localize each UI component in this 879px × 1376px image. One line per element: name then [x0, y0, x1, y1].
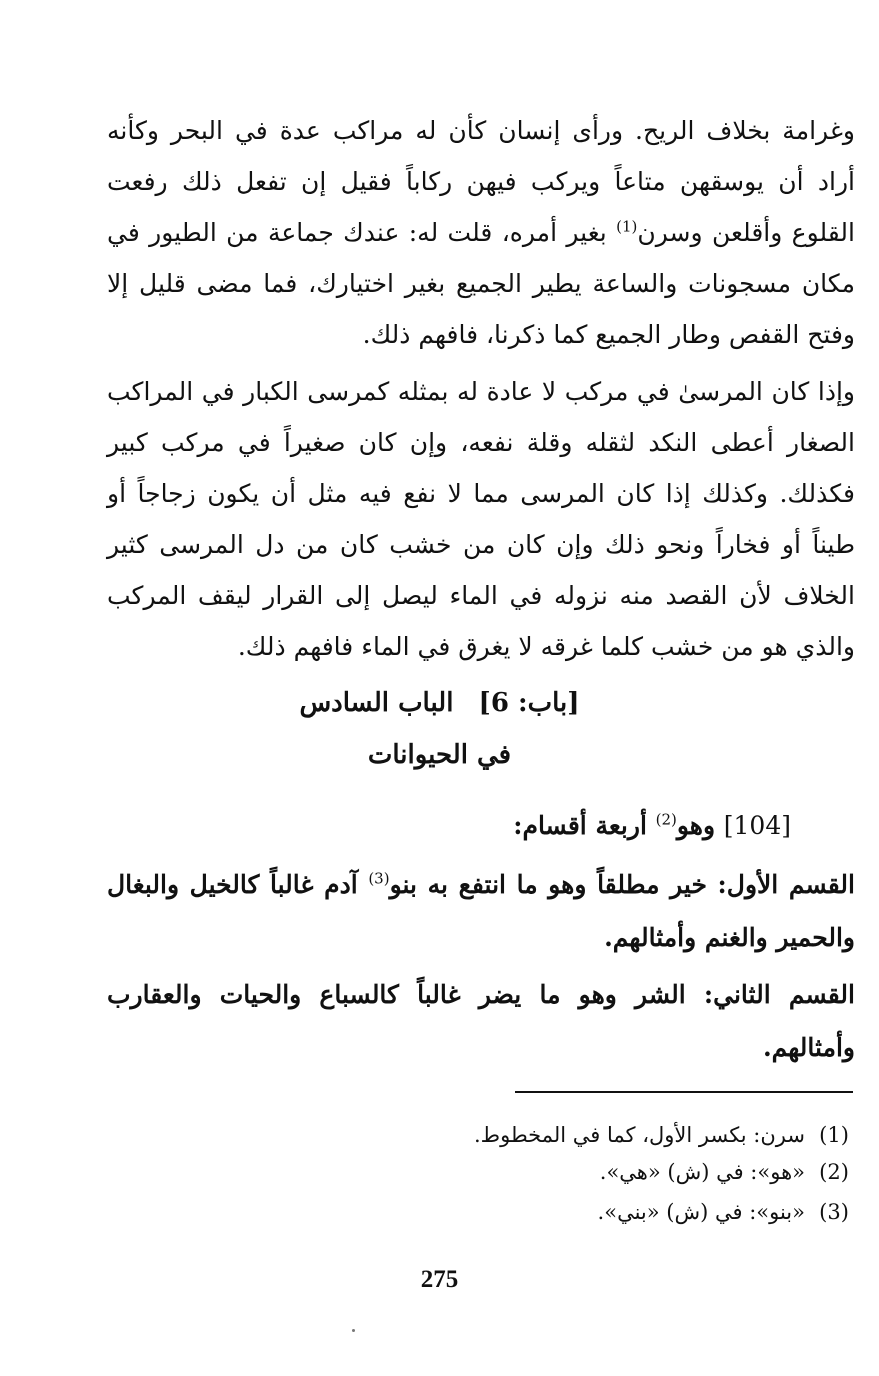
chapter-title: الباب السادس: [299, 688, 454, 718]
footnote-1: [71, 1120, 851, 1150]
footnote-3-text: «بنو»: في (ش) «بني».: [597, 1200, 805, 1224]
section-first-label: القسم الأول:: [717, 870, 855, 899]
scan-speck: [352, 1329, 355, 1332]
footnote-1-text: سرن: بكسر الأول، كما في المخطوط.: [474, 1123, 805, 1147]
footnote-ref-2: (2): [655, 810, 677, 829]
footnote-3: [71, 1197, 851, 1227]
page-number: 275: [420, 1266, 459, 1293]
footnote-3-number: (3): [819, 1200, 849, 1224]
footnote-2-number: (2): [819, 1160, 849, 1184]
body-paragraph-1: [107, 105, 855, 360]
section-second: [107, 968, 855, 1074]
footnote-2: [71, 1157, 851, 1187]
footnote-2-text: «هو»: في (ش) «هي».: [599, 1160, 805, 1184]
footnote-ref-1: (1): [616, 217, 638, 236]
intro-line: [91, 800, 791, 851]
body-paragraph-2: وإذا كان المرسىٰ في مركب لا عادة له بمثله كمرسى الكبار في المراكب الصغار أعطى النكد لثقله وقلة نفعه، وإن كان صغيراً في مركب كبير فكذلك. وكذلك إذا كان المرسى مما لا نفع فيه مثل أن يكون زجاجاً أو طيناً أو فخاراً ونحو ذلك وإن كان من خشب كان من دل المرسى كثير الخلاف لأن القصد منه نزوله في الماء ليصل إلى القرار ليقف المركب والذي هو من خشب كلما غرقه لا يغرق في الماء فافهم ذلك.: [107, 377, 855, 661]
section-second-label: القسم الثاني:: [703, 980, 855, 1009]
footnote-1-number: (1): [819, 1123, 849, 1147]
chapter-bracket-label: [باب:: [518, 688, 580, 718]
section-reference: [104]: [723, 811, 791, 840]
paragraph-1-text-b: بغير أمره، قلت له: عندك جماعة من الطيور في مكان مسجونات والساعة يطير الجميع بغير اختيارك، فما مضى قليل إلا وفتح القفص وطار الجميع كما ذكرنا، فافهم ذلك.: [107, 218, 855, 349]
intro-text-a: وهو: [676, 811, 724, 840]
footnote-ref-3: (3): [368, 869, 390, 888]
chapter-heading: [0, 688, 879, 718]
section-first: [107, 858, 855, 964]
intro-text-b: أربعة أقسام:: [513, 811, 656, 840]
paragraph-1-text-a: وغرامة بخلاف الريح. ورأى إنسان كأن له مراكب عدة في البحر وكأنه أراد أن يوسقهن متاعاً ويركب فيهن ركاباً فقيل إن تفعل ذلك رفعت القلوع وأقلعن وسرن: [107, 116, 855, 247]
footnote-divider: [515, 1091, 853, 1093]
section-first-text-a: خير مطلقاً وهو ما انتفع به بنو: [389, 870, 718, 899]
chapter-subtitle: في الحيوانات: [367, 740, 512, 770]
section-second-text: الشر وهو ما يضر غالباً كالسباع والحيات والعقارب وأمثالهم.: [107, 980, 855, 1062]
chapter-bracket-close: ]: [478, 688, 491, 718]
section-first-text-b: آدم غالباً كالخيل والبغال والحمير والغنم وأمثالهم.: [107, 870, 855, 952]
chapter-number: 6: [490, 688, 509, 718]
